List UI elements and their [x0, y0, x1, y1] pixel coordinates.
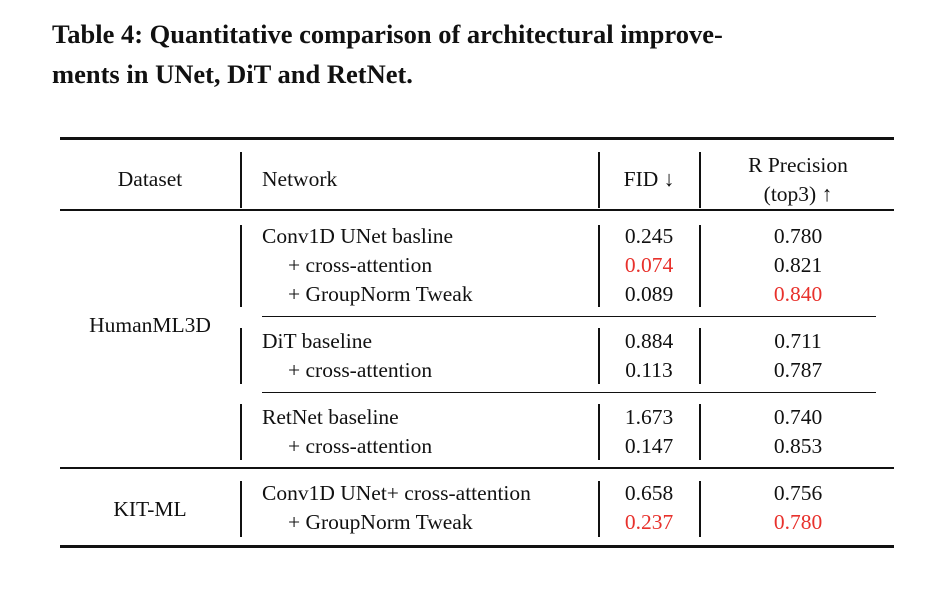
- header-network: Network: [262, 167, 338, 191]
- fid-cell: 0.089: [624, 282, 674, 306]
- vline-header-1: [240, 152, 242, 208]
- fid-cell: 0.658: [624, 481, 674, 505]
- block-rule-2: [262, 392, 876, 393]
- vline-b2-1: [240, 328, 242, 384]
- fid-cell: 0.884: [624, 329, 674, 353]
- r-precision-cell-highlight: 0.780: [773, 510, 823, 534]
- r-precision-cell: 0.780: [773, 224, 823, 248]
- network-cell: + GroupNorm Tweak: [288, 282, 473, 306]
- dataset-label: HumanML3D: [89, 313, 211, 337]
- r-precision-cell: 0.787: [773, 358, 823, 382]
- network-cell: RetNet baseline: [262, 405, 399, 429]
- top-rule: [60, 137, 894, 140]
- network-cell: + cross-attention: [288, 434, 433, 458]
- caption-line-1: Table 4: Quantitative comparison of architectural improve-: [52, 19, 723, 49]
- network-cell: Conv1D UNet basline: [262, 224, 454, 248]
- r-precision-cell-highlight: 0.840: [773, 282, 823, 306]
- vline-b3-1: [240, 404, 242, 460]
- r-precision-cell: 0.756: [773, 481, 823, 505]
- r-precision-cell: 0.740: [773, 405, 823, 429]
- fid-cell: 0.113: [625, 358, 673, 382]
- network-cell: + cross-attention: [288, 253, 433, 277]
- header-r-precision-top3: (top3) ↑: [763, 182, 833, 206]
- network-cell: DiT baseline: [262, 329, 373, 353]
- network-cell: + GroupNorm Tweak: [288, 510, 473, 534]
- dataset-label: KIT-ML: [113, 497, 187, 521]
- r-precision-cell: 0.853: [773, 434, 823, 458]
- r-precision-cell: 0.821: [773, 253, 823, 277]
- fid-cell: 0.147: [624, 434, 674, 458]
- network-cell: Conv1D UNet+ cross-attention: [262, 481, 531, 505]
- block-rule-1: [262, 316, 876, 317]
- r-precision-cell: 0.711: [774, 329, 822, 353]
- header-dataset: Dataset: [117, 167, 183, 191]
- fid-cell-highlight: 0.074: [624, 253, 674, 277]
- table-caption: [52, 14, 902, 94]
- vline-b1-1: [240, 225, 242, 307]
- bottom-rule: [60, 545, 894, 548]
- fid-cell: 1.673: [624, 405, 674, 429]
- caption-line-2: ments in UNet, DiT and RetNet.: [52, 59, 413, 89]
- network-cell: + cross-attention: [288, 358, 433, 382]
- group-rule: [60, 467, 894, 469]
- fid-cell-highlight: 0.237: [624, 510, 674, 534]
- header-r-precision: R Precision: [748, 153, 848, 177]
- header-fid: FID ↓: [623, 167, 675, 191]
- header-rule: [60, 209, 894, 211]
- fid-cell: 0.245: [624, 224, 674, 248]
- vline-b4-1: [240, 481, 242, 537]
